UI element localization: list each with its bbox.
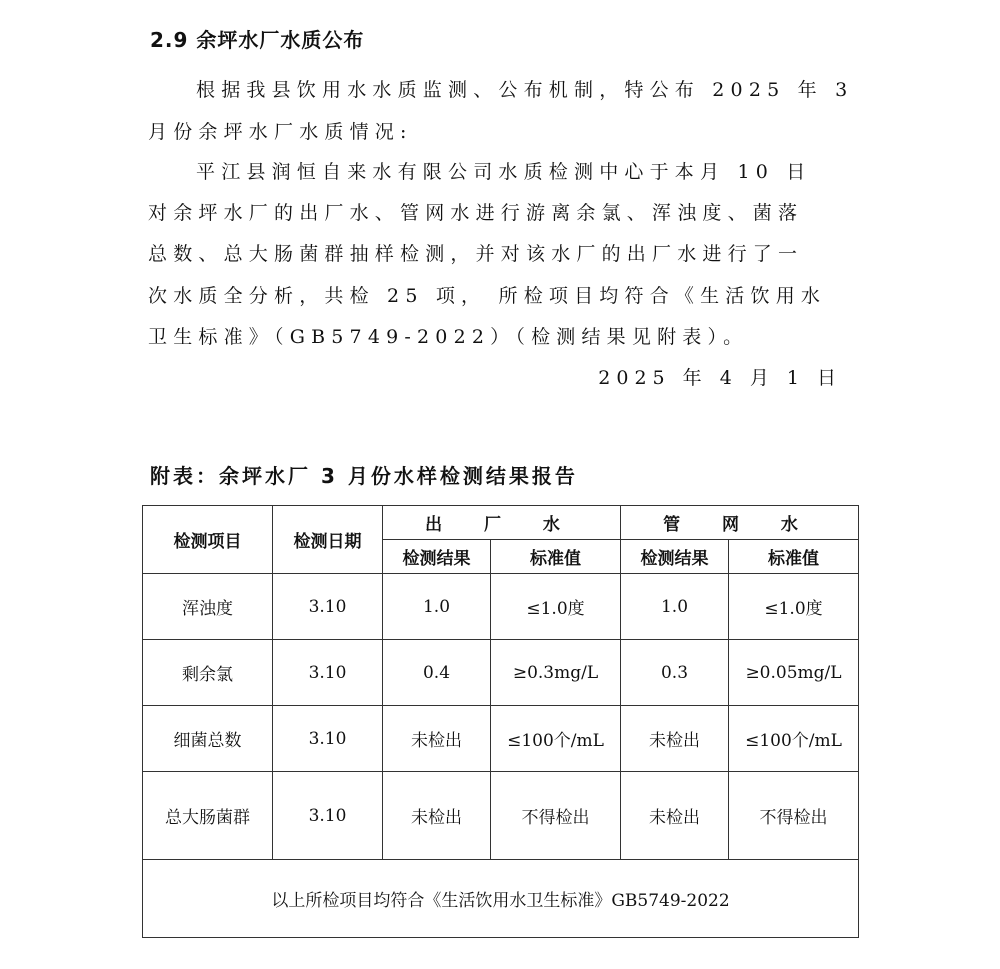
- cell-date: 3.10: [273, 574, 383, 640]
- paragraph-2-line-2: 对余坪水厂的出厂水、管网水进行游离余氯、浑浊度、菌落: [148, 202, 804, 224]
- cell-outlet-standard: ≥0.3mg/L: [491, 640, 621, 706]
- paragraph-1-line-2: 月份余坪水厂水质情况:: [148, 121, 413, 143]
- publish-date: 2025 年 4 月 1 日: [598, 367, 842, 389]
- cell-network-standard: ≤100个/mL: [729, 706, 859, 772]
- table-row: [143, 706, 859, 772]
- paragraph-2-line-1: 平江县润恒自来水有限公司水质检测中心于本月 10 日: [196, 161, 812, 183]
- table-row: [143, 640, 859, 706]
- table-row: [143, 772, 859, 860]
- header-date: 检测日期: [273, 506, 383, 574]
- cell-item: 总大肠菌群: [143, 772, 273, 860]
- cell-network-result: 未检出: [621, 706, 729, 772]
- header-network-standard: 标准值: [729, 540, 859, 574]
- section-heading: 2.9 余坪水厂水质公布: [150, 28, 365, 52]
- cell-outlet-result: 未检出: [383, 706, 491, 772]
- paragraph-2-line-4: 次水质全分析，共检 25 项， 所检项目均符合《生活饮用水: [148, 285, 827, 307]
- cell-item: 浑浊度: [143, 574, 273, 640]
- header-network-result: 检测结果: [621, 540, 729, 574]
- cell-network-standard: ≤1.0度: [729, 574, 859, 640]
- cell-network-result: 0.3: [621, 640, 729, 706]
- cell-outlet-result: 未检出: [383, 772, 491, 860]
- cell-item: 剩余氯: [143, 640, 273, 706]
- cell-network-standard: ≥0.05mg/L: [729, 640, 859, 706]
- cell-item: 细菌总数: [143, 706, 273, 772]
- header-outlet-standard: 标准值: [491, 540, 621, 574]
- table-title: 附表：余坪水厂 3 月份水样检测结果报告: [150, 464, 578, 488]
- header-network-water: 管 网 水: [621, 506, 859, 540]
- cell-outlet-standard: ≤1.0度: [491, 574, 621, 640]
- paragraph-2-line-5: 卫生标准》（GB5749-2022）（检测结果见附表）。: [148, 326, 749, 348]
- table-header-row: [143, 506, 859, 540]
- cell-date: 3.10: [273, 706, 383, 772]
- header-item: 检测项目: [143, 506, 273, 574]
- table-footer-row: [143, 860, 859, 938]
- cell-network-result: 1.0: [621, 574, 729, 640]
- cell-outlet-standard: 不得检出: [491, 772, 621, 860]
- cell-outlet-result: 0.4: [383, 640, 491, 706]
- header-outlet-water: 出 厂 水: [383, 506, 621, 540]
- cell-network-standard: 不得检出: [729, 772, 859, 860]
- paragraph-2-line-3: 总数、总大肠菌群抽样检测，并对该水厂的出厂水进行了一: [148, 243, 804, 265]
- results-table: [142, 505, 859, 938]
- cell-date: 3.10: [273, 772, 383, 860]
- paragraph-1-line-1: 根据我县饮用水水质监测、公布机制，特公布 2025 年 3: [196, 79, 854, 101]
- cell-date: 3.10: [273, 640, 383, 706]
- compliance-note: 以上所检项目均符合《生活饮用水卫生标准》GB5749-2022: [143, 860, 859, 938]
- cell-outlet-standard: ≤100个/mL: [491, 706, 621, 772]
- table-row: [143, 574, 859, 640]
- header-outlet-result: 检测结果: [383, 540, 491, 574]
- cell-outlet-result: 1.0: [383, 574, 491, 640]
- cell-network-result: 未检出: [621, 772, 729, 860]
